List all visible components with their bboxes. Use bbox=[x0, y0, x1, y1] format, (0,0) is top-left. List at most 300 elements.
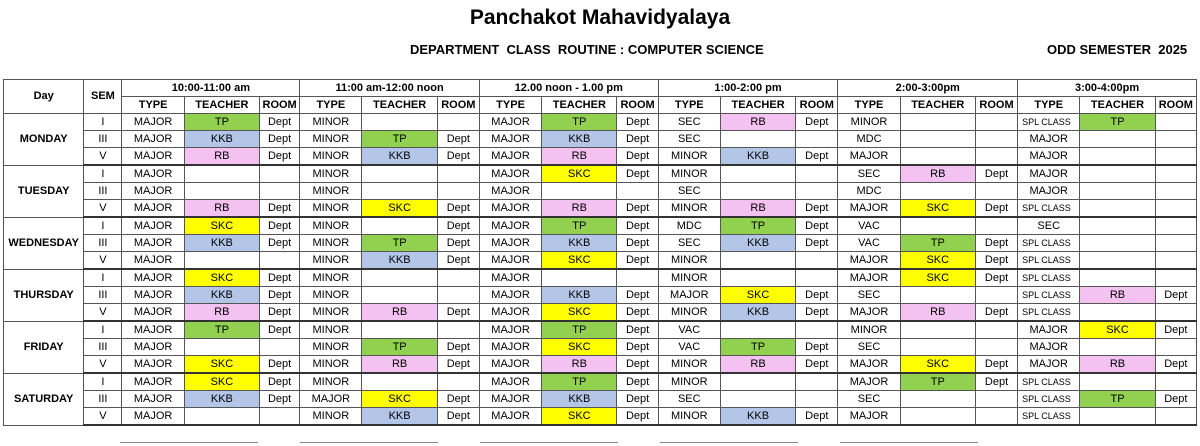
class-type: MAJOR bbox=[122, 183, 184, 200]
room bbox=[1155, 200, 1196, 218]
routine-row bbox=[4, 339, 1197, 356]
class-type: MAJOR bbox=[479, 321, 541, 339]
class-type: MINOR bbox=[300, 321, 362, 339]
teacher-code: KKB bbox=[542, 131, 617, 148]
class-type: MAJOR bbox=[1018, 339, 1080, 356]
class-type: MAJOR bbox=[479, 235, 541, 252]
room bbox=[975, 391, 1017, 408]
room bbox=[796, 183, 838, 200]
class-type: MAJOR bbox=[122, 269, 184, 287]
teacher-code: KKB bbox=[184, 131, 259, 148]
slot-header: 11:00 am-12:00 noon bbox=[300, 80, 480, 97]
teacher-code bbox=[542, 183, 617, 200]
class-type: MINOR bbox=[300, 252, 362, 270]
teacher-code: SKC bbox=[362, 391, 437, 408]
class-type: MINOR bbox=[838, 321, 900, 339]
teacher-code: RB bbox=[184, 304, 259, 322]
class-type: MAJOR bbox=[838, 252, 900, 270]
teacher-code: SKC bbox=[542, 339, 617, 356]
routine-row bbox=[4, 200, 1197, 218]
room bbox=[260, 183, 300, 200]
room: Dept bbox=[260, 269, 300, 287]
teacher-code bbox=[362, 183, 437, 200]
room bbox=[975, 339, 1017, 356]
footer-line bbox=[300, 442, 438, 443]
room: Dept bbox=[617, 321, 658, 339]
teacher-code bbox=[720, 391, 795, 408]
room bbox=[437, 321, 479, 339]
teacher-code: TP bbox=[542, 217, 617, 235]
class-type: MAJOR bbox=[838, 200, 900, 218]
class-type: VAC bbox=[658, 339, 720, 356]
sem-label: I bbox=[84, 114, 122, 131]
teacher-code bbox=[1080, 148, 1155, 166]
routine-row bbox=[4, 391, 1197, 408]
teacher-code bbox=[720, 321, 795, 339]
class-type: MAJOR bbox=[122, 373, 184, 391]
teacher-code: KKB bbox=[362, 408, 437, 426]
teacher-code: RB bbox=[900, 165, 975, 183]
teacher-code: SKC bbox=[362, 200, 437, 218]
class-type: MAJOR bbox=[122, 287, 184, 304]
room bbox=[1155, 183, 1196, 200]
room: Dept bbox=[617, 304, 658, 322]
teacher-code bbox=[900, 408, 975, 426]
teacher-code: SKC bbox=[542, 165, 617, 183]
class-type: MAJOR bbox=[1018, 183, 1080, 200]
sem-header: SEM bbox=[84, 80, 122, 114]
class-type: MAJOR bbox=[1018, 131, 1080, 148]
class-type: MAJOR bbox=[479, 131, 541, 148]
teacher-code bbox=[362, 114, 437, 131]
class-type: SEC bbox=[838, 287, 900, 304]
room bbox=[437, 287, 479, 304]
class-type: SPL CLASS bbox=[1018, 373, 1080, 391]
sem-label: V bbox=[84, 408, 122, 426]
room: Dept bbox=[796, 200, 838, 218]
class-type: MAJOR bbox=[479, 183, 541, 200]
class-type: MAJOR bbox=[122, 356, 184, 374]
room: Dept bbox=[260, 373, 300, 391]
room: Dept bbox=[617, 391, 658, 408]
room-header: ROOM bbox=[437, 97, 479, 114]
class-type: MAJOR bbox=[479, 304, 541, 322]
room-header: ROOM bbox=[1155, 97, 1196, 114]
room: Dept bbox=[617, 165, 658, 183]
room: Dept bbox=[975, 235, 1017, 252]
class-type: SPL CLASS bbox=[1018, 391, 1080, 408]
room: Dept bbox=[617, 373, 658, 391]
room: Dept bbox=[1155, 356, 1196, 374]
routine-row bbox=[4, 217, 1197, 235]
teacher-header: TEACHER bbox=[362, 97, 437, 114]
teacher-code: TP bbox=[1080, 114, 1155, 131]
room: Dept bbox=[975, 252, 1017, 270]
teacher-code: TP bbox=[542, 373, 617, 391]
teacher-code: KKB bbox=[542, 287, 617, 304]
day-label: THURSDAY bbox=[4, 269, 84, 321]
class-type: SPL CLASS bbox=[1018, 252, 1080, 270]
teacher-code: RB bbox=[542, 356, 617, 374]
class-type: MDC bbox=[838, 183, 900, 200]
class-type: MAJOR bbox=[300, 391, 362, 408]
class-type: MAJOR bbox=[479, 165, 541, 183]
class-type: SEC bbox=[658, 131, 720, 148]
class-type: MINOR bbox=[300, 408, 362, 426]
room: Dept bbox=[617, 356, 658, 374]
teacher-code: SKC bbox=[184, 356, 259, 374]
routine-row bbox=[4, 356, 1197, 374]
teacher-code: TP bbox=[542, 114, 617, 131]
sem-label: V bbox=[84, 356, 122, 374]
teacher-code bbox=[900, 131, 975, 148]
room bbox=[796, 321, 838, 339]
room bbox=[617, 183, 658, 200]
type-header: TYPE bbox=[122, 97, 184, 114]
room: Dept bbox=[260, 321, 300, 339]
class-type: MINOR bbox=[300, 114, 362, 131]
class-type: MINOR bbox=[838, 114, 900, 131]
teacher-code bbox=[184, 183, 259, 200]
room: Dept bbox=[796, 287, 838, 304]
room: Dept bbox=[437, 148, 479, 166]
room bbox=[796, 269, 838, 287]
sem-label: III bbox=[84, 339, 122, 356]
room: Dept bbox=[796, 408, 838, 426]
room: Dept bbox=[796, 356, 838, 374]
room bbox=[975, 321, 1017, 339]
teacher-code bbox=[184, 339, 259, 356]
teacher-header: TEACHER bbox=[184, 97, 259, 114]
class-type: MAJOR bbox=[479, 114, 541, 131]
routine-row bbox=[4, 252, 1197, 270]
teacher-code: SKC bbox=[900, 356, 975, 374]
room: Dept bbox=[260, 356, 300, 374]
room: Dept bbox=[617, 200, 658, 218]
room bbox=[975, 217, 1017, 235]
room bbox=[975, 114, 1017, 131]
class-type: MINOR bbox=[300, 339, 362, 356]
slot-header: 3:00-4:00pm bbox=[1018, 80, 1197, 97]
teacher-code: KKB bbox=[720, 304, 795, 322]
class-type: SEC bbox=[658, 183, 720, 200]
room bbox=[1155, 131, 1196, 148]
room: Dept bbox=[1155, 321, 1196, 339]
type-header: TYPE bbox=[300, 97, 362, 114]
room: Dept bbox=[260, 391, 300, 408]
teacher-code: RB bbox=[1080, 356, 1155, 374]
sem-label: III bbox=[84, 235, 122, 252]
teacher-code: TP bbox=[362, 235, 437, 252]
class-type: MAJOR bbox=[479, 217, 541, 235]
class-type: MAJOR bbox=[122, 321, 184, 339]
class-type: MAJOR bbox=[658, 287, 720, 304]
routine-row bbox=[4, 304, 1197, 322]
room: Dept bbox=[260, 304, 300, 322]
room: Dept bbox=[260, 287, 300, 304]
room bbox=[1155, 114, 1196, 131]
semester-label: ODD SEMESTER 2025 bbox=[1047, 42, 1188, 57]
room: Dept bbox=[975, 269, 1017, 287]
teacher-code: KKB bbox=[184, 391, 259, 408]
room: Dept bbox=[617, 131, 658, 148]
class-type: MAJOR bbox=[479, 339, 541, 356]
teacher-header: TEACHER bbox=[900, 97, 975, 114]
teacher-code bbox=[900, 183, 975, 200]
class-type: MAJOR bbox=[479, 408, 541, 426]
teacher-code bbox=[900, 287, 975, 304]
class-type: MAJOR bbox=[838, 356, 900, 374]
teacher-code: SKC bbox=[184, 269, 259, 287]
teacher-code bbox=[900, 217, 975, 235]
room bbox=[975, 183, 1017, 200]
class-type: MAJOR bbox=[479, 287, 541, 304]
slot-header: 10:00-11:00 am bbox=[122, 80, 300, 97]
teacher-code: KKB bbox=[720, 148, 795, 166]
teacher-code bbox=[900, 114, 975, 131]
class-type: MINOR bbox=[658, 373, 720, 391]
sem-label: V bbox=[84, 252, 122, 270]
routine-body bbox=[4, 114, 1197, 426]
sem-label: I bbox=[84, 321, 122, 339]
teacher-code: RB bbox=[542, 148, 617, 166]
room bbox=[975, 148, 1017, 166]
teacher-code bbox=[542, 269, 617, 287]
teacher-code: RB bbox=[362, 356, 437, 374]
teacher-code bbox=[1080, 373, 1155, 391]
routine-row bbox=[4, 183, 1197, 200]
room: Dept bbox=[975, 304, 1017, 322]
day-label: WEDNESDAY bbox=[4, 217, 84, 269]
room: Dept bbox=[617, 287, 658, 304]
teacher-code: SKC bbox=[542, 252, 617, 270]
class-type: VAC bbox=[658, 321, 720, 339]
room bbox=[1155, 252, 1196, 270]
room: Dept bbox=[437, 217, 479, 235]
class-type: MAJOR bbox=[838, 373, 900, 391]
teacher-code: RB bbox=[720, 200, 795, 218]
day-label: TUESDAY bbox=[4, 165, 84, 217]
teacher-code bbox=[1080, 131, 1155, 148]
college-name: Panchakot Mahavidyalaya bbox=[469, 6, 731, 29]
teacher-code: TP bbox=[542, 321, 617, 339]
teacher-code: RB bbox=[362, 304, 437, 322]
class-type: SEC bbox=[658, 114, 720, 131]
sem-label: III bbox=[84, 287, 122, 304]
teacher-header: TEACHER bbox=[1080, 97, 1155, 114]
class-type: MINOR bbox=[658, 408, 720, 426]
teacher-code bbox=[720, 131, 795, 148]
class-type: SPL CLASS bbox=[1018, 235, 1080, 252]
teacher-code bbox=[1080, 339, 1155, 356]
room: Dept bbox=[437, 391, 479, 408]
room bbox=[975, 408, 1017, 426]
room: Dept bbox=[260, 148, 300, 166]
room bbox=[437, 269, 479, 287]
class-type: MINOR bbox=[658, 165, 720, 183]
class-type: MAJOR bbox=[122, 131, 184, 148]
room: Dept bbox=[437, 252, 479, 270]
room bbox=[1155, 373, 1196, 391]
class-type: MAJOR bbox=[1018, 165, 1080, 183]
teacher-code bbox=[720, 269, 795, 287]
room: Dept bbox=[1155, 287, 1196, 304]
class-type: MINOR bbox=[658, 148, 720, 166]
class-type: MINOR bbox=[658, 304, 720, 322]
room bbox=[260, 165, 300, 183]
teacher-code bbox=[184, 165, 259, 183]
class-type: MAJOR bbox=[1018, 321, 1080, 339]
class-type: MAJOR bbox=[1018, 148, 1080, 166]
teacher-code: RB bbox=[1080, 287, 1155, 304]
teacher-code: SKC bbox=[720, 287, 795, 304]
teacher-code bbox=[1080, 235, 1155, 252]
teacher-code: TP bbox=[720, 217, 795, 235]
sem-label: I bbox=[84, 217, 122, 235]
room-header: ROOM bbox=[260, 97, 300, 114]
class-type: MAJOR bbox=[838, 408, 900, 426]
class-type: MAJOR bbox=[122, 252, 184, 270]
class-type: SEC bbox=[658, 391, 720, 408]
teacher-code: SKC bbox=[900, 200, 975, 218]
teacher-code: KKB bbox=[542, 235, 617, 252]
class-type: MAJOR bbox=[838, 148, 900, 166]
room-header: ROOM bbox=[796, 97, 838, 114]
sem-label: V bbox=[84, 304, 122, 322]
class-type: VAC bbox=[838, 217, 900, 235]
sem-label: III bbox=[84, 131, 122, 148]
routine-row bbox=[4, 165, 1197, 183]
teacher-code bbox=[184, 408, 259, 426]
room bbox=[260, 408, 300, 426]
routine-row bbox=[4, 373, 1197, 391]
room: Dept bbox=[260, 235, 300, 252]
teacher-code: TP bbox=[900, 373, 975, 391]
class-type: MAJOR bbox=[479, 148, 541, 166]
teacher-code bbox=[720, 165, 795, 183]
class-type: MINOR bbox=[300, 373, 362, 391]
footer-line bbox=[840, 442, 978, 443]
class-type: SPL CLASS bbox=[1018, 200, 1080, 218]
class-type: MDC bbox=[658, 217, 720, 235]
teacher-code bbox=[720, 373, 795, 391]
teacher-code: SKC bbox=[184, 217, 259, 235]
routine-row bbox=[4, 114, 1197, 131]
room bbox=[1155, 235, 1196, 252]
class-type: MAJOR bbox=[122, 235, 184, 252]
teacher-code: SKC bbox=[900, 252, 975, 270]
teacher-code: KKB bbox=[362, 252, 437, 270]
teacher-code: KKB bbox=[720, 408, 795, 426]
room: Dept bbox=[617, 235, 658, 252]
teacher-code bbox=[1080, 200, 1155, 218]
teacher-code: SKC bbox=[900, 269, 975, 287]
class-type: SPL CLASS bbox=[1018, 408, 1080, 426]
routine-row bbox=[4, 408, 1197, 426]
slot-header-row bbox=[4, 80, 1197, 97]
teacher-code bbox=[900, 391, 975, 408]
class-type: MINOR bbox=[300, 183, 362, 200]
sem-label: III bbox=[84, 391, 122, 408]
teacher-code bbox=[362, 165, 437, 183]
room: Dept bbox=[437, 339, 479, 356]
class-type: MINOR bbox=[658, 269, 720, 287]
teacher-code: RB bbox=[184, 200, 259, 218]
teacher-header: TEACHER bbox=[542, 97, 617, 114]
room bbox=[1155, 148, 1196, 166]
class-type: MINOR bbox=[658, 252, 720, 270]
class-type: SPL CLASS bbox=[1018, 304, 1080, 322]
room: Dept bbox=[260, 114, 300, 131]
class-type: MAJOR bbox=[122, 391, 184, 408]
class-type: MDC bbox=[838, 131, 900, 148]
teacher-code: SKC bbox=[542, 408, 617, 426]
routine-title: DEPARTMENT CLASS ROUTINE : COMPUTER SCIENCE bbox=[410, 42, 764, 57]
class-type: MAJOR bbox=[1018, 356, 1080, 374]
room bbox=[1155, 217, 1196, 235]
class-type: MINOR bbox=[300, 269, 362, 287]
class-type: SEC bbox=[838, 391, 900, 408]
room: Dept bbox=[437, 235, 479, 252]
room bbox=[1155, 339, 1196, 356]
room bbox=[796, 252, 838, 270]
class-type: MAJOR bbox=[479, 356, 541, 374]
sem-label: I bbox=[84, 269, 122, 287]
class-type: MAJOR bbox=[122, 200, 184, 218]
routine-row bbox=[4, 287, 1197, 304]
class-type: MAJOR bbox=[122, 304, 184, 322]
teacher-code: TP bbox=[720, 339, 795, 356]
room: Dept bbox=[975, 165, 1017, 183]
teacher-code: TP bbox=[184, 114, 259, 131]
class-type: MAJOR bbox=[479, 269, 541, 287]
room: Dept bbox=[796, 148, 838, 166]
class-type: SPL CLASS bbox=[1018, 287, 1080, 304]
class-type: MINOR bbox=[300, 217, 362, 235]
teacher-code: TP bbox=[362, 131, 437, 148]
slot-header: 1:00-2:00 pm bbox=[658, 80, 838, 97]
class-type: MAJOR bbox=[122, 217, 184, 235]
room: Dept bbox=[617, 339, 658, 356]
class-type: MAJOR bbox=[838, 304, 900, 322]
class-type: MAJOR bbox=[479, 391, 541, 408]
class-type: SPL CLASS bbox=[1018, 114, 1080, 131]
class-type: MAJOR bbox=[122, 339, 184, 356]
room: Dept bbox=[260, 131, 300, 148]
room bbox=[437, 114, 479, 131]
footer-line bbox=[120, 442, 258, 443]
room bbox=[796, 131, 838, 148]
class-type: MAJOR bbox=[479, 252, 541, 270]
teacher-code bbox=[362, 269, 437, 287]
type-header: TYPE bbox=[838, 97, 900, 114]
room: Dept bbox=[975, 200, 1017, 218]
room: Dept bbox=[1155, 391, 1196, 408]
room: Dept bbox=[260, 217, 300, 235]
class-type: MINOR bbox=[300, 165, 362, 183]
room: Dept bbox=[437, 200, 479, 218]
routine-row bbox=[4, 131, 1197, 148]
teacher-code bbox=[720, 252, 795, 270]
teacher-code bbox=[1080, 408, 1155, 426]
room: Dept bbox=[796, 217, 838, 235]
room bbox=[260, 339, 300, 356]
room: Dept bbox=[617, 148, 658, 166]
footer-line bbox=[660, 442, 798, 443]
teacher-code: SKC bbox=[184, 373, 259, 391]
room: Dept bbox=[617, 217, 658, 235]
room: Dept bbox=[437, 408, 479, 426]
